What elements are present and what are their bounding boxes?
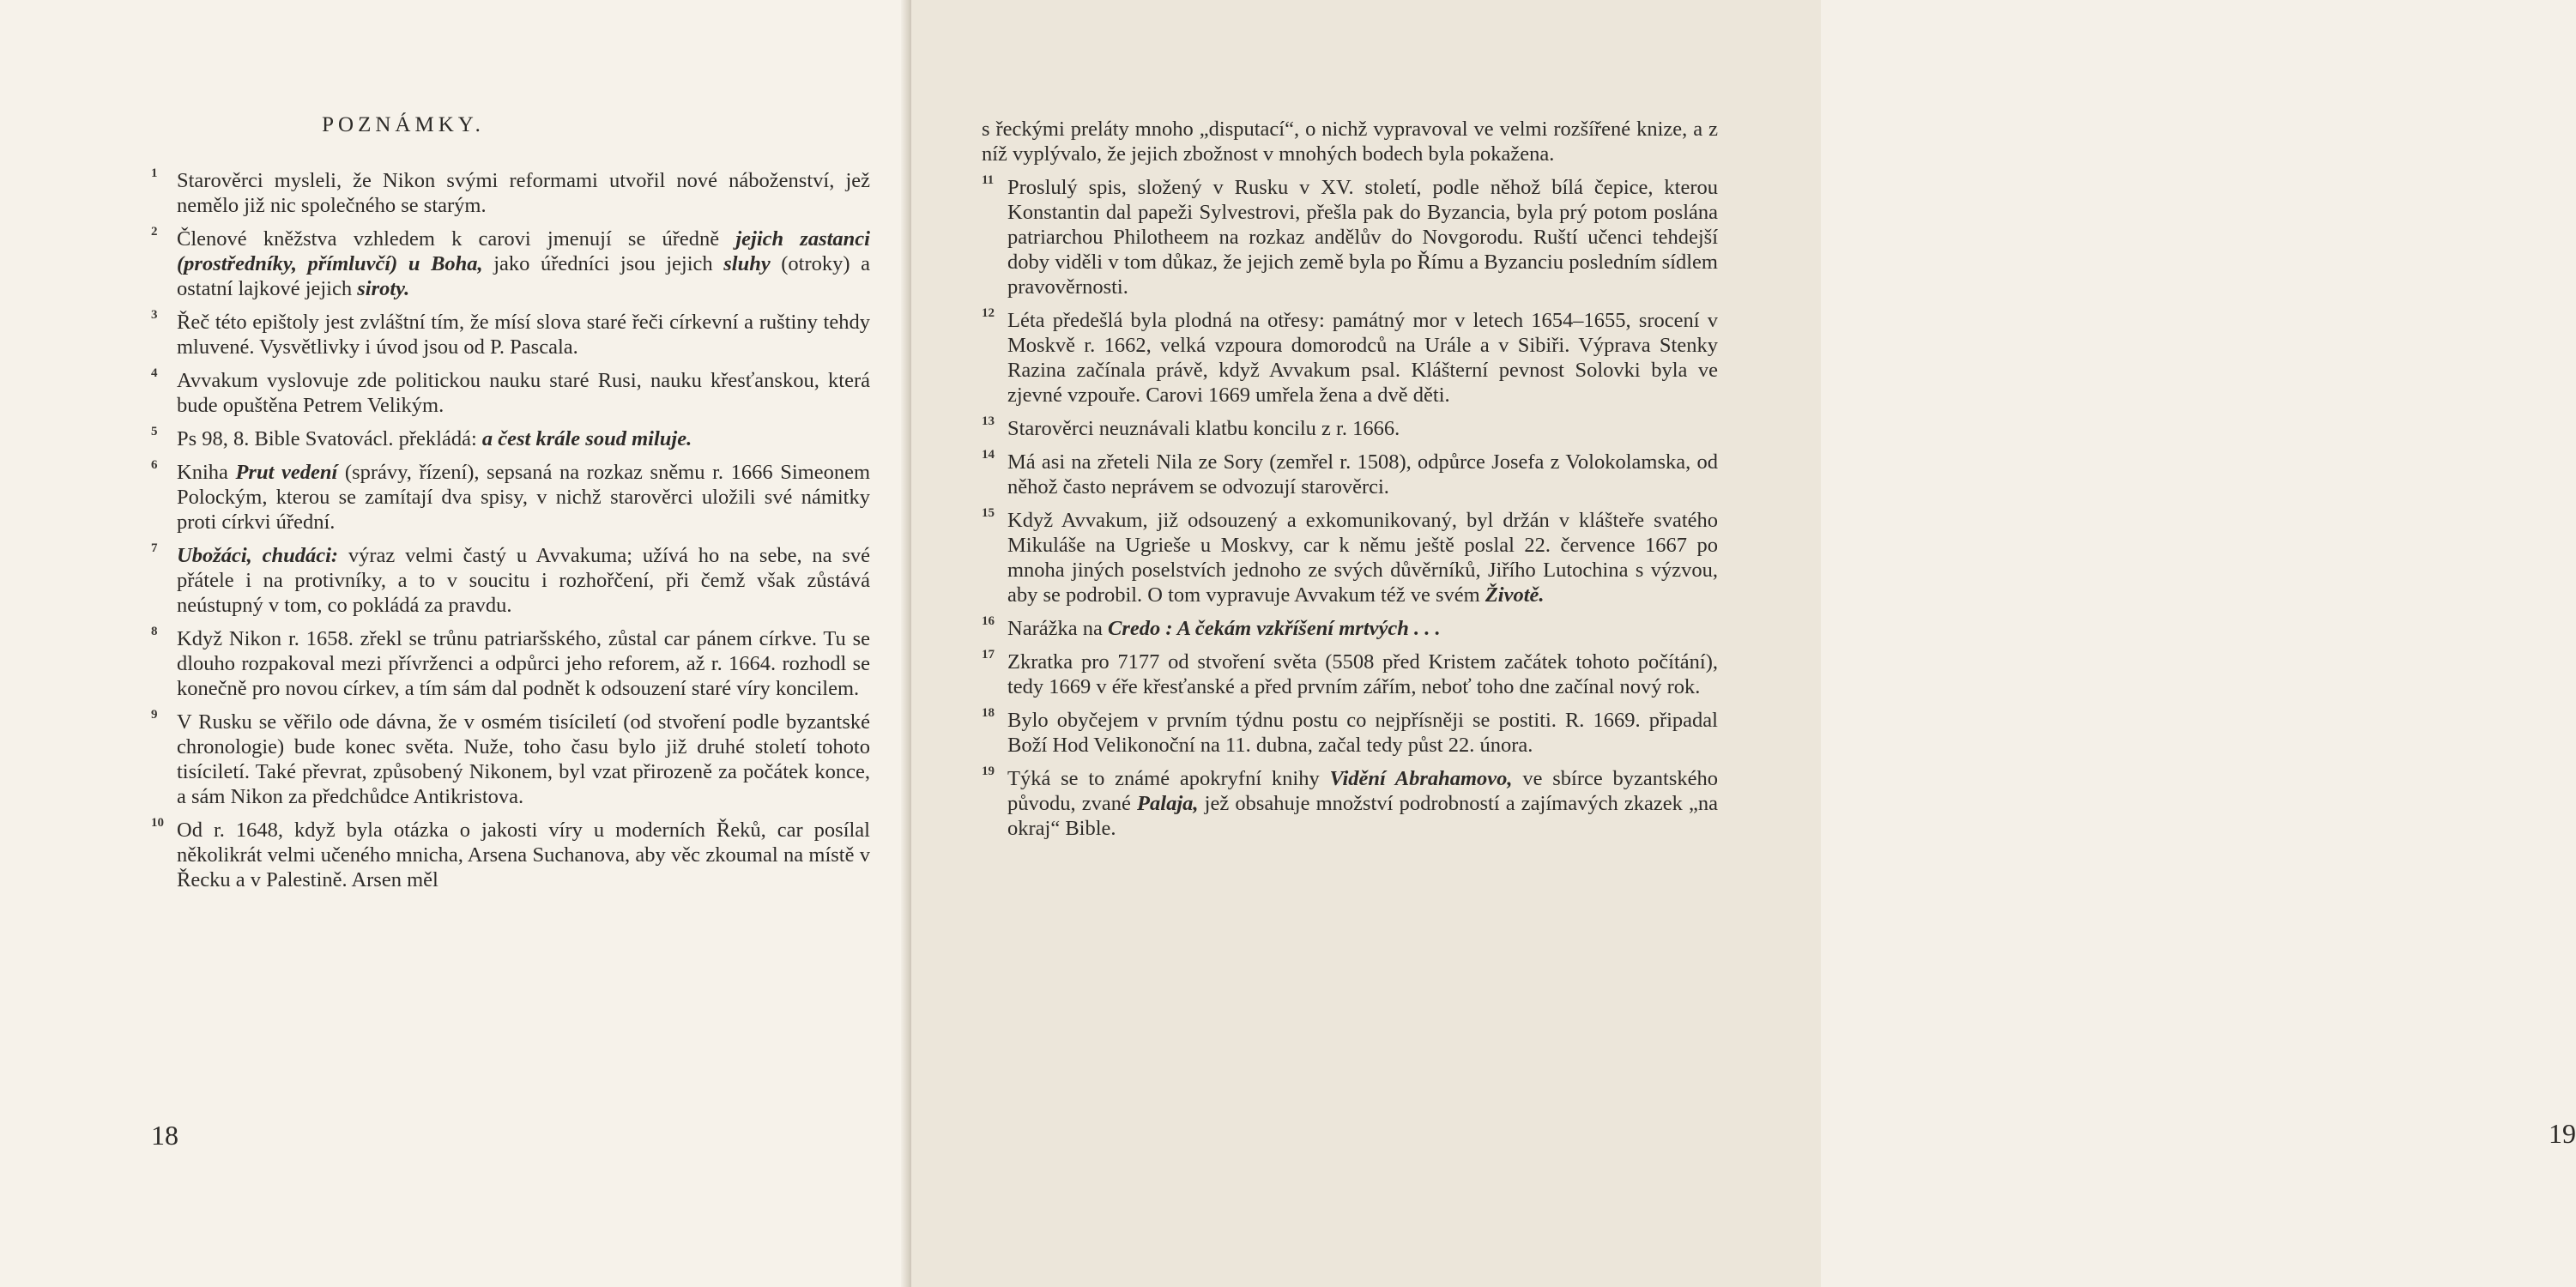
text-run: Od r. 1648, když byla otázka o jakosti víry u moderních Řeků, car posílal několikrát velmi učeného mnicha, Arsena Suchanova, aby věc zkoumal na místě v Řecku a v Palestině. Arsen měl xyxy=(177,819,870,891)
text-run: jež obsahuje množství podrobností a zajímavých zkazek „na okraj“ Bible. xyxy=(1007,792,1718,840)
text-run: Kniha xyxy=(177,461,236,484)
footnote-text xyxy=(177,310,870,360)
notes-list-left xyxy=(151,168,870,901)
right-page xyxy=(911,0,2576,1287)
text-run: Proslulý spis, složený v Rusku v XV. století, podle něhož bílá čepice, kterou Konstantin dal papeži Sylvestrovi, přešla pak do Byzancia, byla prý potom poslána patriarchou Philotheem na rozkaz andělův do Novgorodu. Ruští učenci tehdejší doby viděli v tom důkaz, že jejich země byla po Římu a Byzanciu posledním sídlem pravověrnosti. xyxy=(1007,176,1718,299)
page-heading: POZNÁMKY. xyxy=(322,113,485,136)
footnote-11 xyxy=(982,175,1718,299)
text-run: Starověrci neuznávali klatbu koncilu z r. 1666. xyxy=(1007,417,1400,440)
text-run: jako úředníci jsou jejich xyxy=(482,252,724,275)
text-run: (správy, řízení), sepsaná na rozkaz sněmu r. 1666 Simeonem Polockým, kterou se zamítají dva spisy, v nichž starověrci uložili své námitky proti církvi úřední. xyxy=(177,461,870,534)
page-number-left: 18 xyxy=(151,1120,178,1151)
text-run: Narážka na xyxy=(1007,617,1108,640)
footnote-text xyxy=(177,426,870,451)
footnote-4 xyxy=(151,368,870,418)
footnote-text xyxy=(177,818,870,892)
text-run: výraz velmi častý u Avvakuma; užívá ho na sebe, na své přátele i na protivníky, a to v soucitu i rozhořčení, při čemž však zůstává neústupný v tom, co pokládá za pravdu. xyxy=(177,544,870,617)
emphasized-text: Ubožáci, chudáci: xyxy=(177,544,339,567)
text-run: Týká se to známé apokryfní knihy xyxy=(1007,767,1330,790)
emphasized-text: Prut vedení xyxy=(235,461,338,484)
page-number-right: 19 xyxy=(2549,1118,2576,1149)
footnote-16 xyxy=(982,616,1718,641)
emphasized-text: sluhy xyxy=(723,252,771,275)
text-run: (otroky) a ostatní lajkové jejich xyxy=(177,252,870,300)
footnote-text xyxy=(1007,308,1718,408)
emphasized-text: Palaja, xyxy=(1137,792,1199,815)
footnote-text xyxy=(177,227,870,301)
text-run: Má asi na zřeteli Nila ze Sory (zemřel r. 1508), odpůrce Josefa z Volokolamska, od něhož často neprávem se odvozují starověrci. xyxy=(1007,450,1718,498)
footnote-5 xyxy=(151,426,870,451)
footnote-text xyxy=(177,626,870,701)
note-text: s řeckými preláty mnoho „disputací“, o nichž vypravoval ve velmi rozšířené knize, a z níž vyplývalo, že jejich zbožnost v mnohých bodech byla pokažena. xyxy=(982,118,1718,166)
footnote-1 xyxy=(151,168,870,218)
footnote-14 xyxy=(982,450,1718,499)
footnote-8 xyxy=(151,626,870,701)
footnote-number: 15 xyxy=(982,506,995,520)
emphasized-text: Credo : A čekám vzkříšení mrtvých . . . xyxy=(1107,617,1441,640)
text-run: Avvakum vyslovuje zde politickou nauku staré Rusi, nauku křesťanskou, která bude opuštěna Petrem Velikým. xyxy=(177,369,870,417)
text-run: Ps 98, 8. Bible Svatovácl. překládá: xyxy=(177,427,482,450)
footnote-number: 5 xyxy=(151,425,158,438)
footnote-text xyxy=(177,710,870,809)
footnote-text xyxy=(177,543,870,618)
footnote-number: 6 xyxy=(151,458,158,472)
footnote-7 xyxy=(151,543,870,618)
footnote-text xyxy=(1007,708,1718,758)
footnote-number: 13 xyxy=(982,414,995,428)
footnote-text xyxy=(177,368,870,418)
left-page xyxy=(0,0,908,1287)
emphasized-text: a čest krále soud miluje. xyxy=(481,427,692,450)
footnote-number: 8 xyxy=(151,625,158,638)
footnote-6 xyxy=(151,460,870,535)
footnote-number: 2 xyxy=(151,225,158,239)
footnote-text xyxy=(1007,175,1718,299)
emphasized-text: Životě. xyxy=(1485,583,1545,607)
footnote-text xyxy=(1007,766,1718,841)
footnote-number: 11 xyxy=(982,173,995,187)
footnote-15 xyxy=(982,508,1718,607)
text-run: Řeč této epištoly jest zvláštní tím, že mísí slova staré řeči církevní a ruštiny tehdy mluvené. Vysvětlivky i úvod jsou od P. Pascala. xyxy=(177,311,870,359)
text-run: Bylo obyčejem v prvním týdnu postu co nejpřísněji se postiti. R. 1669. připadal Boží Hod Velikonoční na 11. dubna, začal tedy půst 22. února. xyxy=(1007,709,1718,757)
footnote-number: 10 xyxy=(151,816,164,830)
footnote-17 xyxy=(982,650,1718,699)
footnote-3 xyxy=(151,310,870,360)
text-run: Zkratka pro 7177 od stvoření světa (5508 před Kristem začátek tohoto počítání), tedy 1669 v éře křesťanské a před prvním zářím, neboť toho dne začínal nový rok. xyxy=(1007,650,1718,698)
footnote-text xyxy=(1007,508,1718,607)
note-continuation xyxy=(982,117,1718,166)
footnote-text xyxy=(1007,450,1718,499)
notes-list-right xyxy=(982,117,1718,849)
footnote-number: 4 xyxy=(151,366,158,380)
footnote-13 xyxy=(982,416,1718,441)
footnote-number: 18 xyxy=(982,706,995,720)
footnote-number: 16 xyxy=(982,614,995,628)
footnote-number: 9 xyxy=(151,708,158,722)
footnote-2 xyxy=(151,227,870,301)
text-run: Když Avvakum, již odsouzený a exkomunikovaný, byl držán v klášteře svatého Mikuláše na Ugrieše u Moskvy, car k němu ještě poslal 22. července 1667 po mnoha jiných poselstvích jednoho ze svých důvěrníků, Jiřího Lutochina s výzvou, aby se podrobil. O tom vypravuje Avvakum též ve svém xyxy=(1007,509,1718,607)
footnote-number: 12 xyxy=(982,306,995,320)
footnote-number: 19 xyxy=(982,764,995,778)
text-run: Když Nikon r. 1658. zřekl se trůnu patriaršského, zůstal car pánem církve. Tu se dlouho rozpakoval mezi přívrženci a odpůrci jeho reforem, až r. 1664. rozhodl se konečně pro novou církev, a tím sám dal podnět k odsouzení staré víry koncilem. xyxy=(177,627,870,700)
text-run: Starověrci mysleli, že Nikon svými reformami utvořil nové náboženství, jež nemělo již nic společného se starým. xyxy=(177,169,870,217)
footnote-number: 17 xyxy=(982,648,995,662)
footnote-text xyxy=(1007,650,1718,699)
text-run: ve sbírce byzantského původu, zvané xyxy=(1007,767,1718,815)
footnote-number: 1 xyxy=(151,166,158,180)
text-run: Členové kněžstva vzhledem k carovi jmenují se úředně xyxy=(177,227,736,251)
footnote-text xyxy=(177,168,870,218)
footnote-text xyxy=(177,460,870,535)
footnote-10 xyxy=(151,818,870,892)
footnote-9 xyxy=(151,710,870,809)
footnote-text xyxy=(1007,416,1718,441)
footnote-19 xyxy=(982,766,1718,841)
emphasized-text: Vidění Abrahamovo, xyxy=(1329,767,1513,790)
text-run: V Rusku se věřilo ode dávna, že v osmém tisíciletí (od stvoření podle byzantské chronologie) bude konec světa. Nuže, toho času bylo již druhé století tohoto tisíciletí. Také převrat, způsobený Nikonem, byl vzat přirozeně za počátek konce, a sám Nikon za předchůdce Antikristova. xyxy=(177,710,870,808)
text-run: Léta předešlá byla plodná na otřesy: památný mor v letech 1654–1655, srocení v Moskvě r. 1662, velká vzpoura domorodců na Urále a v Sibiři. Výprava Stenky Razina začínala právě, když Avvakum psal. Klášterní pevnost Solovki byla ve zjevné vzpouře. Carovi 1669 umřela žena a dvě děti. xyxy=(1007,309,1718,407)
footnote-number: 7 xyxy=(151,541,158,555)
footnote-text xyxy=(1007,616,1718,641)
footnote-number: 14 xyxy=(982,448,995,462)
footnote-number: 3 xyxy=(151,308,158,322)
emphasized-text: siroty. xyxy=(357,277,410,300)
footnote-12 xyxy=(982,308,1718,408)
emphasized-text: jejich zastanci (prostředníky, přímluvčí) u Boha, xyxy=(177,227,870,275)
footnote-18 xyxy=(982,708,1718,758)
